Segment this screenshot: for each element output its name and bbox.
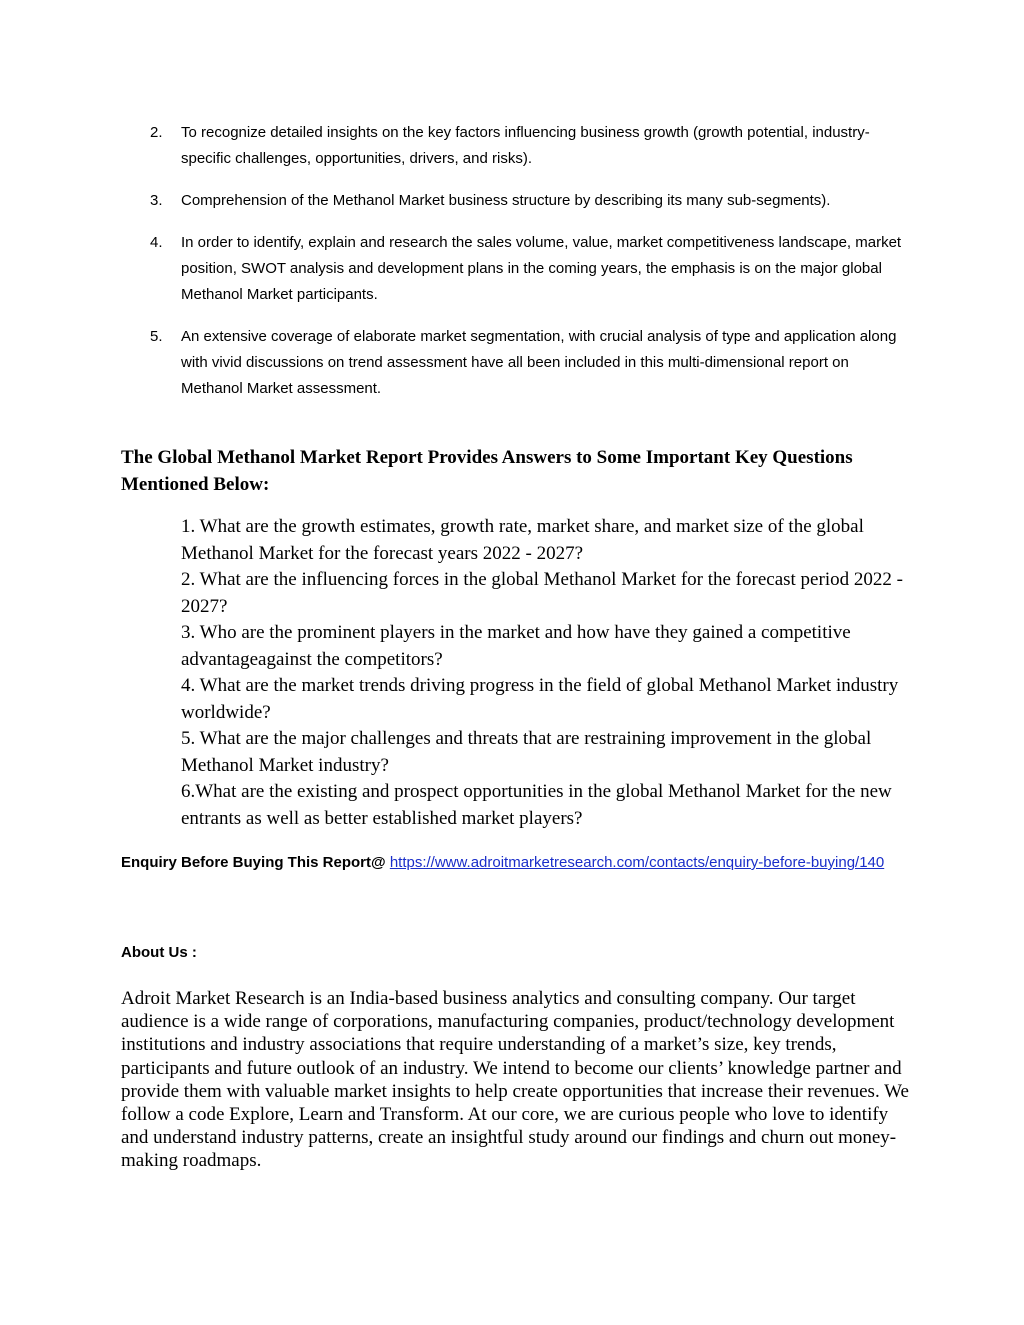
objective-number: 3. <box>150 192 163 209</box>
objective-number: 4. <box>150 234 163 251</box>
objective-item <box>150 230 910 308</box>
objective-text: In order to identify, explain and research the sales volume, value, market competitiveness landscape, market position, SWOT analysis and development plans in the coming years, the emphasis is on the major global Methanol Market participants. <box>181 234 902 303</box>
enquiry-link[interactable]: https://www.adroitmarketresearch.com/contacts/enquiry-before-buying/140 <box>389 854 885 871</box>
questions-list <box>181 514 921 832</box>
question-item: 5. What are the major challenges and threats that are restraining improvement in the global Methanol Market industry? <box>181 728 872 776</box>
question-item: 4. What are the market trends driving progress in the field of global Methanol Market industry worldwide? <box>181 675 899 723</box>
enquiry-line <box>121 849 911 876</box>
question-item: 6.What are the existing and prospect opportunities in the global Methanol Market for the new entrants as well as better established market players? <box>181 781 892 829</box>
question-item: 2. What are the influencing forces in the global Methanol Market for the forecast period 2022 - 2027? <box>181 569 903 617</box>
objectives-list <box>150 120 910 418</box>
about-heading: About Us : <box>121 944 197 961</box>
objective-number: 2. <box>150 124 163 141</box>
objective-number: 5. <box>150 328 163 345</box>
enquiry-label: Enquiry Before Buying This Report@ <box>121 854 386 871</box>
question-item: 1. What are the growth estimates, growth rate, market share, and market size of the global Methanol Market for the forecast years 2022 - 2027? <box>181 516 864 564</box>
questions-heading: The Global Methanol Market Report Provides Answers to Some Important Key Questions Mentioned Below: <box>121 447 853 495</box>
objective-item <box>150 324 910 402</box>
objective-item <box>150 120 910 172</box>
objective-text: To recognize detailed insights on the key factors influencing business growth (growth potential, industry-specific challenges, opportunities, drivers, and risks). <box>181 124 870 167</box>
objective-text: An extensive coverage of elaborate market segmentation, with crucial analysis of type and application along with vivid discussions on trend assessment have all been included in this multi-dimensional report on Methanol Market assessment. <box>181 328 897 397</box>
question-item: 3. Who are the prominent players in the market and how have they gained a competitive advantageagainst the competitors? <box>181 622 851 670</box>
about-body: Adroit Market Research is an India-based business analytics and consulting company. Our target audience is a wide range of corporations, manufacturing companies, product/technology development institutions and industry associations that require understanding of a market’s size, key trends, participants and future outlook of an industry. We intend to become our clients’ knowledge partner and provide them with valuable market insights to help create opportunities that increase their revenues. We follow a code Explore, Learn and Transform. At our core, we are curious people who love to identify and understand industry patterns, create an insightful study around our findings and churn out money-making roadmaps. <box>121 988 909 1172</box>
objective-item <box>150 188 910 214</box>
objective-text: Comprehension of the Methanol Market business structure by describing its many sub-segments). <box>181 192 831 209</box>
